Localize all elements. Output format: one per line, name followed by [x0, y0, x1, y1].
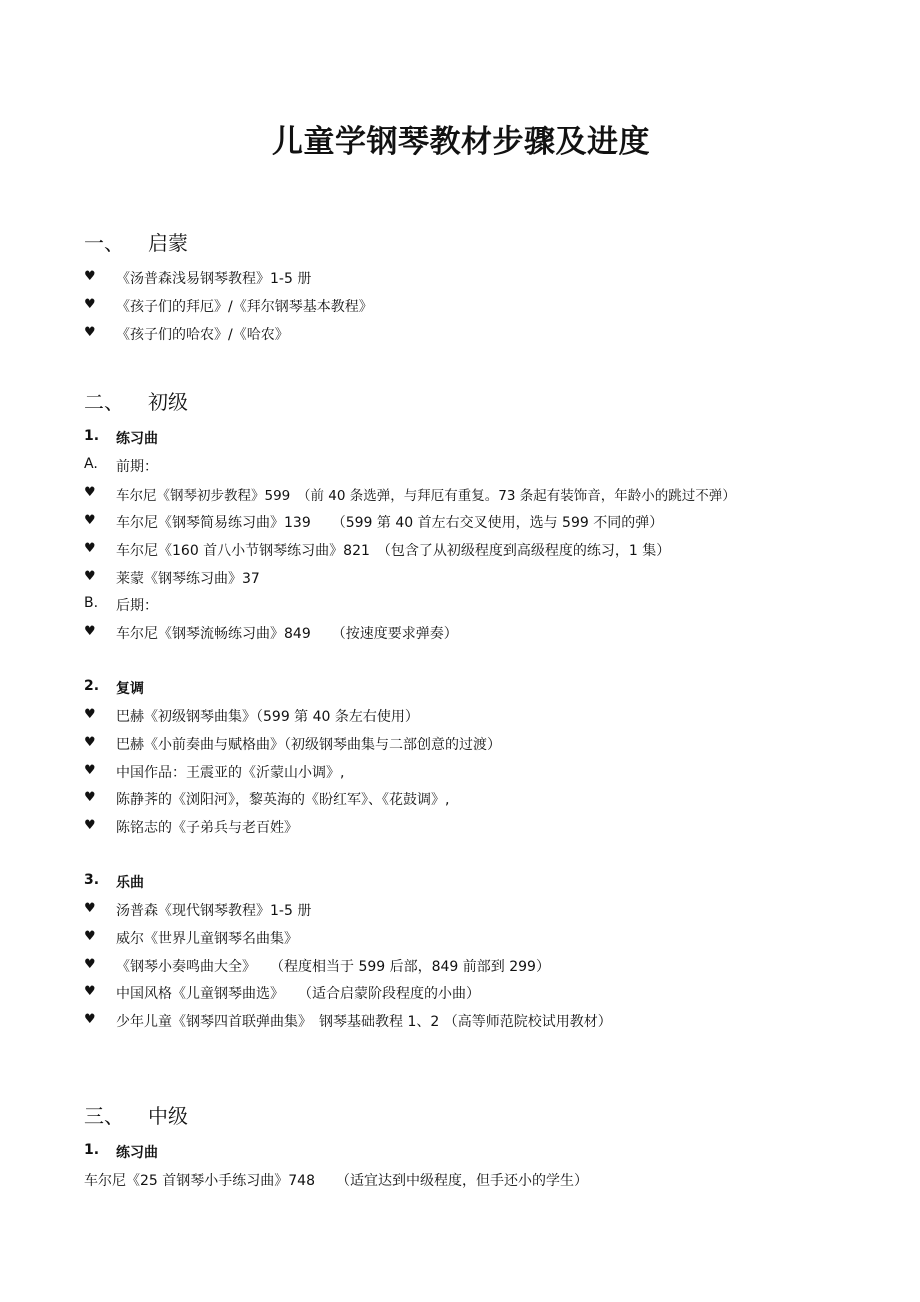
subsection-number: 2. — [84, 678, 100, 694]
heart-bullet-icon: ♥ — [84, 269, 96, 284]
group-letter: B. — [84, 595, 99, 611]
page-title: 儿童学钢琴教材步骤及进度 — [272, 124, 650, 160]
list-item: 陈静荠的《浏阳河》，黎英海的《盼红军》、《花鼓调》, — [116, 792, 450, 808]
list-item: 《汤普森浅易钢琴教程》1-5 册 — [116, 271, 312, 287]
heart-bullet-icon: ♥ — [84, 325, 96, 340]
subsection-number: 1. — [84, 428, 100, 444]
heart-bullet-icon: ♥ — [84, 790, 96, 805]
heart-bullet-icon: ♥ — [84, 297, 96, 312]
heart-bullet-icon: ♥ — [84, 541, 96, 556]
heart-bullet-icon: ♥ — [84, 707, 96, 722]
heart-bullet-icon: ♥ — [84, 1012, 96, 1027]
list-item: 巴赫《小前奏曲与赋格曲》（初级钢琴曲集与二部创意的过渡） — [116, 737, 501, 753]
subsection-title: 练习曲 — [116, 431, 158, 447]
heart-bullet-icon: ♥ — [84, 929, 96, 944]
list-item: 威尔《世界儿童钢琴名曲集》 — [116, 931, 298, 947]
group-letter: A. — [84, 456, 98, 472]
list-item: 《孩子们的拜厄》/《拜尔钢琴基本教程》 — [116, 299, 373, 315]
subsection-title: 练习曲 — [116, 1145, 158, 1161]
heart-bullet-icon: ♥ — [84, 901, 96, 916]
list-item: 车尔尼《钢琴流畅练习曲》849 （按速度要求弹奏） — [116, 626, 458, 642]
section-number: 三、 — [84, 1104, 124, 1128]
list-item: 莱蒙《钢琴练习曲》37 — [116, 571, 260, 587]
list-item: 陈铭志的《子弟兵与老百姓》 — [116, 820, 298, 836]
paragraph-text: 车尔尼《25 首钢琴小手练习曲》748 （适宜达到中级程度，但手还小的学生） — [84, 1173, 588, 1189]
heart-bullet-icon: ♥ — [84, 763, 96, 778]
heart-bullet-icon: ♥ — [84, 818, 96, 833]
section-title: 启蒙 — [148, 231, 188, 255]
subsection-number: 1. — [84, 1142, 100, 1158]
section-title: 中级 — [148, 1104, 188, 1128]
list-item: 《孩子们的哈农》/《哈农》 — [116, 327, 289, 343]
subsection-number: 3. — [84, 872, 100, 888]
heart-bullet-icon: ♥ — [84, 624, 96, 639]
heart-bullet-icon: ♥ — [84, 957, 96, 972]
subsection-title: 乐曲 — [116, 875, 144, 891]
group-label: 前期： — [116, 459, 158, 475]
list-item: 巴赫《初级钢琴曲集》（599 第 40 条左右使用） — [116, 709, 419, 725]
section-number: 二、 — [84, 390, 124, 414]
list-item: 车尔尼《钢琴简易练习曲》139 （599 第 40 首左右交叉使用，选与 599 不同的弹） — [116, 515, 664, 531]
heart-bullet-icon: ♥ — [84, 513, 96, 528]
section-number: 一、 — [84, 231, 124, 255]
list-item: 汤普森《现代钢琴教程》1-5 册 — [116, 903, 312, 919]
list-item: 《钢琴小奏鸣曲大全》 （程度相当于 599 后部，849 前部到 299） — [116, 959, 550, 975]
list-item: 少年儿童《钢琴四首联弹曲集》 钢琴基础教程 1、2 （高等师范院校试用教材） — [116, 1014, 612, 1030]
heart-bullet-icon: ♥ — [84, 735, 96, 750]
group-label: 后期： — [116, 598, 158, 614]
heart-bullet-icon: ♥ — [84, 569, 96, 584]
heart-bullet-icon: ♥ — [84, 984, 96, 999]
section-title: 初级 — [148, 390, 188, 414]
list-item: 中国风格《儿童钢琴曲选》 （适合启蒙阶段程度的小曲） — [116, 986, 480, 1002]
subsection-title: 复调 — [116, 681, 144, 697]
list-item: 中国作品：王震亚的《沂蒙山小调》, — [116, 765, 345, 781]
list-item: 车尔尼《钢琴初步教程》599 （前 40 条选弹，与拜厄有重复。73 条起有装饰音，年龄小的跳过不弹） — [116, 488, 736, 504]
heart-bullet-icon: ♥ — [84, 485, 96, 500]
list-item: 车尔尼《160 首八小节钢琴练习曲》821 （包含了从初级程度到高级程度的练习，1 集） — [116, 543, 671, 559]
